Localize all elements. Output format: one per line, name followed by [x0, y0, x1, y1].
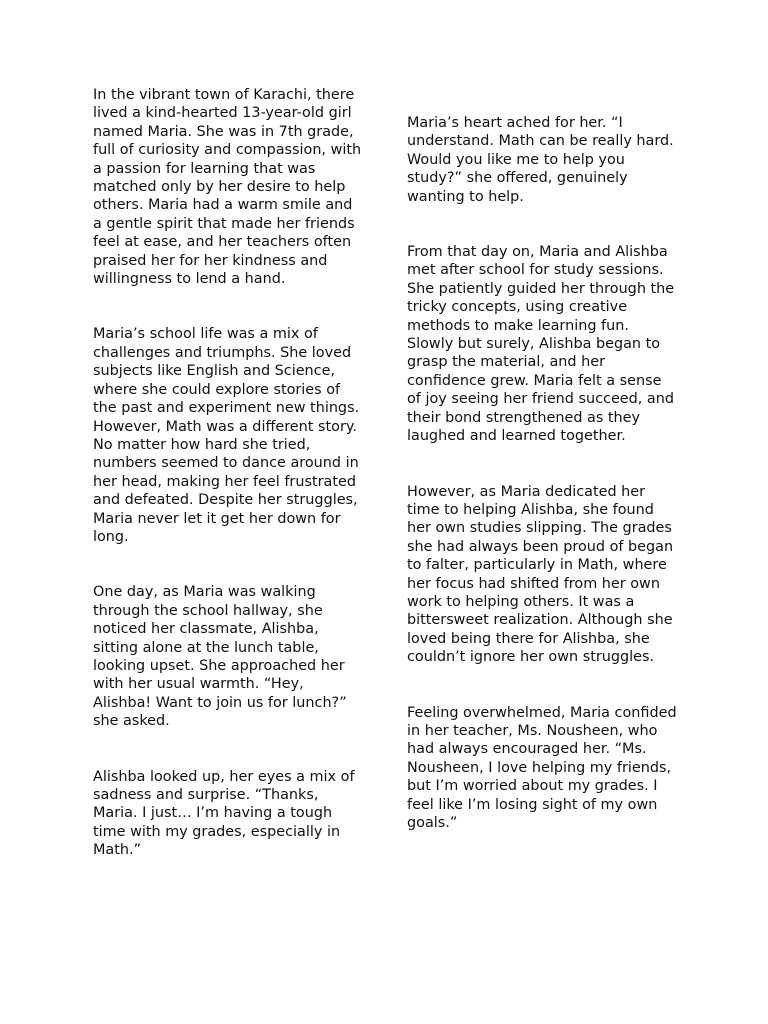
- paragraph-intro: In the vibrant town of Karachi, there lived a kind-hearted 13-year-old girl named Maria. She was in 7th grade, full of curiosity and compassion, with a passion for learning that was matched only by her desire to help others. Maria had a warm smile and a gentle spirit that made her friends feel at ease, and her teachers often praised her for her kindness and willingness to lend a hand.: [93, 87, 362, 288]
- paragraph-offer-help: Maria’s heart ached for her. “I understand. Math can be really hard. Would you like me to help you study?” she offered, genuinely wanting to help.: [407, 115, 674, 205]
- right-text-column: [407, 114, 677, 869]
- paragraph-school-life: Maria’s school life was a mix of challenges and triumphs. She loved subjects like English and Science, where she could explore stories of the past and experiment new things. However, Math was a different story. No matter how hard she tried, numbers seemed to dance around in her head, making her feel frustrated and defeated. Despite her struggles, Maria never let it get her down for long.: [93, 326, 360, 545]
- paragraph-confide-teacher: Feeling overwhelmed, Maria confided in her teacher, Ms. Nousheen, who had always encouraged her. “Ms. Nousheen, I love helping my friends, but I’m worried about my grades. I feel like I’m losing sight of my own goals.”: [407, 704, 677, 831]
- paragraph-grades-slipping: However, as Maria dedicated her time to helping Alishba, she found her own studies slipping. The grades she had always been proud of began to falter, particularly in Math, where her focus had shifted from her own work to helping others. It was a bittersweet realization. Although she loved being there for Alishba, she couldn’t ignore her own struggles.: [407, 483, 674, 666]
- paragraph-alishba-reply: Alishba looked up, her eyes a mix of sadness and surprise. “Thanks, Maria. I just… I’m having a tough time with my grades, especially in Math.”: [93, 768, 355, 859]
- paragraph-study-sessions: From that day on, Maria and Alishba met after school for study sessions. She patiently guided her through the tricky concepts, using creative methods to make learning fun. Slowly but surely, Alishba began to grasp the material, and her confidence grew. Maria felt a sense of joy seeing her friend succeed, and their bond strengthened as they laughed and learned together.: [407, 244, 675, 445]
- left-text-column: [93, 86, 363, 897]
- paragraph-hallway: One day, as Maria was walking through the school hallway, she noticed her classmate, Alishba, sitting alone at the lunch table, looking upset. She approached her with her usual warmth. “Hey, Alishba! Want to join us for lunch?” she asked.: [93, 584, 347, 730]
